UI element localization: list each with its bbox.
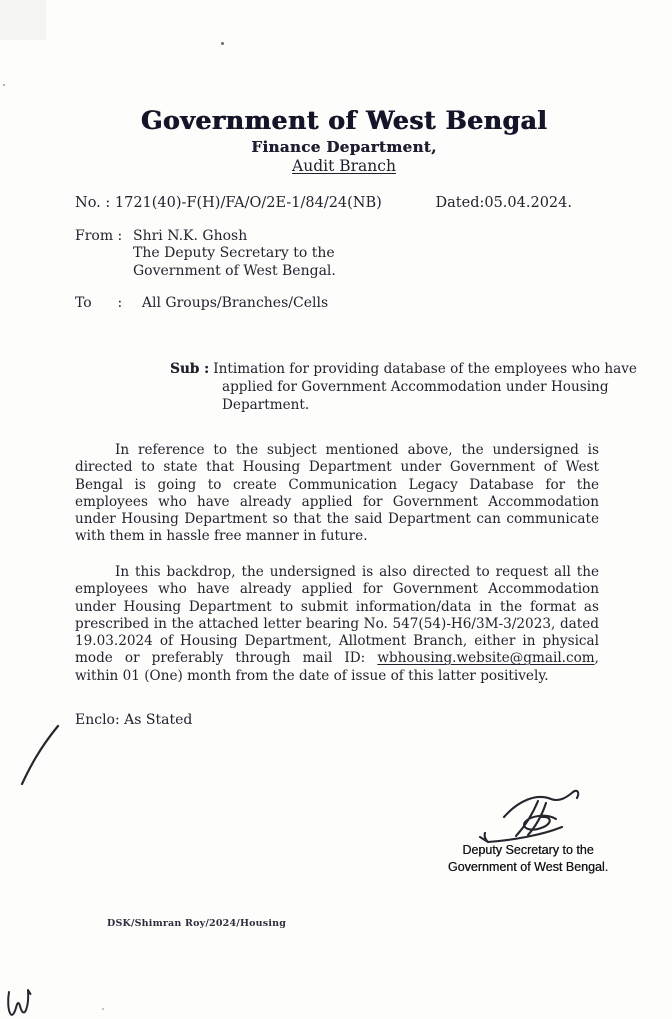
from-block	[75, 228, 336, 280]
from-address	[133, 228, 336, 280]
paragraph2-text-after-email: , within 01 (One) month from the date of issue of this latter positively.	[75, 650, 599, 684]
subject-text: Intimation for providing database of the employees who have applied for Government Accommodation under Housing Department.	[213, 361, 637, 413]
signatory-line: Government of West Bengal.	[447, 859, 609, 874]
page-title: Government of West Bengal	[140, 106, 548, 135]
to-colon: :	[117, 295, 123, 311]
enclosure-line: Enclo: As Stated	[75, 712, 193, 728]
to-value: All Groups/Branches/Cells	[141, 295, 329, 311]
scan-speck	[102, 1008, 104, 1010]
to-label: To	[75, 295, 92, 311]
body-paragraph-2	[75, 564, 599, 685]
handwritten-slash-mark	[14, 720, 66, 788]
signatory-line: Deputy Secretary to the	[462, 843, 594, 857]
from-line: Shri N.K. Ghosh	[133, 228, 248, 244]
file-reference-note: DSK/Shimran Roy/2024/Housing	[107, 918, 287, 929]
subject-label: Sub :	[170, 361, 209, 377]
from-line: The Deputy Secretary to the	[133, 245, 335, 262]
body-paragraph-1: In reference to the subject mentioned above, the undersigned is directed to state that Housing Department under Government of West Bengal is going to create Communication Legacy Database for the employees who have already applied for Government Accommodation under Housing Department so that the said Department can communicate with them in hassle free manner in future.	[75, 442, 599, 545]
signature-scribble	[468, 789, 586, 847]
memo-number: No. : 1721(40)-F(H)/FA/O/2E-1/84/24(NB)	[75, 195, 382, 211]
from-line: Government of West Bengal.	[133, 262, 336, 279]
subject-block	[170, 360, 672, 414]
letterhead	[16, 106, 672, 175]
scan-speck	[221, 42, 224, 45]
scan-speck	[3, 84, 5, 86]
scan-corner-artifact	[0, 0, 46, 40]
handwritten-w-mark	[4, 984, 36, 1018]
signatory-designation	[420, 842, 636, 875]
to-block	[75, 295, 328, 311]
memo-date: Dated:05.04.2024.	[435, 195, 572, 211]
from-label: From :	[75, 228, 123, 244]
branch-line: Audit Branch	[292, 157, 396, 175]
paragraph2-text-before-email: In this backdrop, the undersigned is also directed to request all the employees who have already applied for Government Accommodation under Housing Department to submit information/data in the format as prescribed in the attached letter bearing No. 547(54)-H6/3M-3/2023, dated 19.03.2024 of Housing Department, Allotment Branch, either in physical mode or preferably through mail ID:	[75, 564, 599, 667]
reference-row	[75, 195, 572, 211]
email-address: wbhousing.website@gmail.com	[377, 650, 595, 667]
department-line: Finance Department,	[251, 138, 437, 156]
